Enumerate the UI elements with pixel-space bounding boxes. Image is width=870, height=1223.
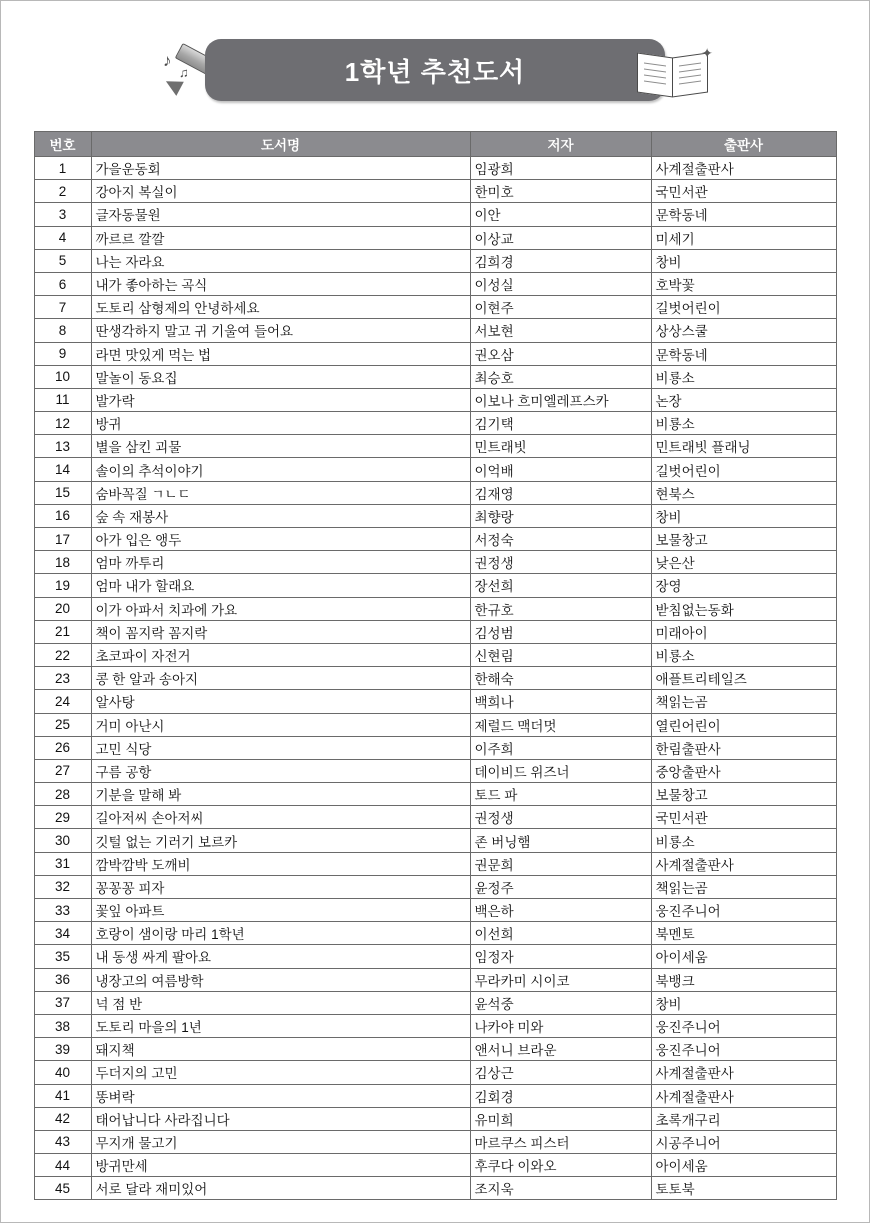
cell-title: 초코파이 자전거 bbox=[91, 643, 470, 666]
cell-no: 45 bbox=[34, 1177, 91, 1200]
cell-no: 32 bbox=[34, 875, 91, 898]
table-row bbox=[34, 875, 836, 898]
cell-no: 30 bbox=[34, 829, 91, 852]
table-row bbox=[34, 342, 836, 365]
table-row bbox=[34, 945, 836, 968]
cell-title: 라면 맛있게 먹는 법 bbox=[91, 342, 470, 365]
cell-publisher: 사계절출판사 bbox=[651, 852, 836, 875]
cell-title: 도토리 마을의 1년 bbox=[91, 1014, 470, 1037]
cell-author: 서보현 bbox=[470, 319, 651, 342]
cell-publisher: 북뱅크 bbox=[651, 968, 836, 991]
table-row bbox=[34, 829, 836, 852]
cell-publisher: 길벗어린이 bbox=[651, 296, 836, 319]
table-row bbox=[34, 504, 836, 527]
table-row bbox=[34, 1177, 836, 1200]
cell-author: 앤서니 브라운 bbox=[470, 1038, 651, 1061]
cell-title: 꽃잎 아파트 bbox=[91, 899, 470, 922]
table-row bbox=[34, 713, 836, 736]
table-row bbox=[34, 528, 836, 551]
cell-title: 내가 좋아하는 곡식 bbox=[91, 272, 470, 295]
cell-title: 냉장고의 여름방학 bbox=[91, 968, 470, 991]
cell-title: 거미 아난시 bbox=[91, 713, 470, 736]
cell-publisher: 사계절출판사 bbox=[651, 1061, 836, 1084]
table-row bbox=[34, 852, 836, 875]
table-row bbox=[34, 319, 836, 342]
cell-no: 11 bbox=[34, 388, 91, 411]
cell-no: 26 bbox=[34, 736, 91, 759]
cell-title: 깜박깜박 도깨비 bbox=[91, 852, 470, 875]
cell-publisher: 길벗어린이 bbox=[651, 458, 836, 481]
cell-title: 꽁꽁꽁 피자 bbox=[91, 875, 470, 898]
cell-publisher: 토토북 bbox=[651, 1177, 836, 1200]
table-row bbox=[34, 481, 836, 504]
cell-publisher: 민트래빗 플래닝 bbox=[651, 435, 836, 458]
cell-title: 도토리 삼형제의 안녕하세요 bbox=[91, 296, 470, 319]
cell-title: 이가 아파서 치과에 가요 bbox=[91, 597, 470, 620]
cell-author: 임광희 bbox=[470, 157, 651, 180]
cell-no: 12 bbox=[34, 412, 91, 435]
cell-publisher: 비룡소 bbox=[651, 829, 836, 852]
cell-no: 28 bbox=[34, 783, 91, 806]
table-row bbox=[34, 759, 836, 782]
cell-publisher: 보물창고 bbox=[651, 783, 836, 806]
cell-author: 무라카미 시이코 bbox=[470, 968, 651, 991]
cell-no: 13 bbox=[34, 435, 91, 458]
cell-author: 제럴드 맥더멋 bbox=[470, 713, 651, 736]
table-row bbox=[34, 806, 836, 829]
cell-publisher: 중앙출판사 bbox=[651, 759, 836, 782]
cell-no: 29 bbox=[34, 806, 91, 829]
cell-publisher: 비룡소 bbox=[651, 412, 836, 435]
cell-author: 최향랑 bbox=[470, 504, 651, 527]
cell-publisher: 국민서관 bbox=[651, 806, 836, 829]
cell-title: 고민 식당 bbox=[91, 736, 470, 759]
cell-title: 별을 삼킨 괴물 bbox=[91, 435, 470, 458]
sparkle-icon: ✦ bbox=[701, 45, 713, 61]
cell-title: 돼지책 bbox=[91, 1038, 470, 1061]
cell-author: 한해숙 bbox=[470, 667, 651, 690]
cell-author: 마르쿠스 피스터 bbox=[470, 1130, 651, 1153]
cell-publisher: 열린어린이 bbox=[651, 713, 836, 736]
cell-no: 1 bbox=[34, 157, 91, 180]
table-row bbox=[34, 272, 836, 295]
cell-no: 3 bbox=[34, 203, 91, 226]
cell-author: 김성범 bbox=[470, 620, 651, 643]
cell-publisher: 호박꽃 bbox=[651, 272, 836, 295]
cell-author: 김회경 bbox=[470, 1084, 651, 1107]
table-row bbox=[34, 1154, 836, 1177]
table-row bbox=[34, 667, 836, 690]
cell-author: 김상근 bbox=[470, 1061, 651, 1084]
cell-title: 아가 입은 앵두 bbox=[91, 528, 470, 551]
table-row bbox=[34, 783, 836, 806]
cell-publisher: 보물창고 bbox=[651, 528, 836, 551]
cell-publisher: 문학동네 bbox=[651, 342, 836, 365]
cell-title: 숨바꼭질 ㄱㄴㄷ bbox=[91, 481, 470, 504]
cell-author: 후쿠다 이와오 bbox=[470, 1154, 651, 1177]
cell-title: 나는 자라요 bbox=[91, 249, 470, 272]
cell-title: 구름 공항 bbox=[91, 759, 470, 782]
cell-author: 권문희 bbox=[470, 852, 651, 875]
cell-no: 22 bbox=[34, 643, 91, 666]
cell-publisher: 받침없는동화 bbox=[651, 597, 836, 620]
table-row bbox=[34, 620, 836, 643]
table-row bbox=[34, 1107, 836, 1130]
cell-author: 권정생 bbox=[470, 551, 651, 574]
cell-no: 43 bbox=[34, 1130, 91, 1153]
cell-no: 10 bbox=[34, 365, 91, 388]
table-row bbox=[34, 597, 836, 620]
cell-publisher: 사계절출판사 bbox=[651, 1084, 836, 1107]
cell-no: 2 bbox=[34, 180, 91, 203]
cell-publisher: 창비 bbox=[651, 504, 836, 527]
cell-no: 35 bbox=[34, 945, 91, 968]
cell-title: 가을운동회 bbox=[91, 157, 470, 180]
cell-author: 백은하 bbox=[470, 899, 651, 922]
cell-title: 발가락 bbox=[91, 388, 470, 411]
cell-title: 책이 꼼지락 꼼지락 bbox=[91, 620, 470, 643]
table-row bbox=[34, 249, 836, 272]
cell-author: 유미희 bbox=[470, 1107, 651, 1130]
cell-author: 나카야 미와 bbox=[470, 1014, 651, 1037]
cell-title: 까르르 깔깔 bbox=[91, 226, 470, 249]
cell-author: 윤석중 bbox=[470, 991, 651, 1014]
cell-no: 39 bbox=[34, 1038, 91, 1061]
cell-author: 윤정주 bbox=[470, 875, 651, 898]
cell-publisher: 아이세움 bbox=[651, 945, 836, 968]
cell-publisher: 비룡소 bbox=[651, 643, 836, 666]
cell-title: 방귀만세 bbox=[91, 1154, 470, 1177]
table-row bbox=[34, 1084, 836, 1107]
table-row bbox=[34, 551, 836, 574]
cell-author: 임정자 bbox=[470, 945, 651, 968]
column-header-no: 번호 bbox=[34, 132, 91, 157]
cell-publisher: 창비 bbox=[651, 991, 836, 1014]
cell-publisher: 웅진주니어 bbox=[651, 899, 836, 922]
cell-author: 권정생 bbox=[470, 806, 651, 829]
recommended-books-table bbox=[34, 131, 837, 1200]
table-row bbox=[34, 1061, 836, 1084]
cell-author: 신현림 bbox=[470, 643, 651, 666]
cell-no: 33 bbox=[34, 899, 91, 922]
table-row bbox=[34, 574, 836, 597]
table-row bbox=[34, 365, 836, 388]
cell-publisher: 애플트리테일즈 bbox=[651, 667, 836, 690]
title-banner bbox=[205, 39, 665, 101]
table-row bbox=[34, 1130, 836, 1153]
cell-title: 길아저씨 손아저씨 bbox=[91, 806, 470, 829]
cell-no: 19 bbox=[34, 574, 91, 597]
table-row bbox=[34, 922, 836, 945]
cell-author: 이상교 bbox=[470, 226, 651, 249]
cell-publisher: 현북스 bbox=[651, 481, 836, 504]
cell-author: 한미호 bbox=[470, 180, 651, 203]
cell-no: 38 bbox=[34, 1014, 91, 1037]
cell-author: 장선희 bbox=[470, 574, 651, 597]
cell-publisher: 상상스쿨 bbox=[651, 319, 836, 342]
cell-title: 넉 점 반 bbox=[91, 991, 470, 1014]
cell-no: 16 bbox=[34, 504, 91, 527]
cell-title: 글자동물원 bbox=[91, 203, 470, 226]
cell-publisher: 문학동네 bbox=[651, 203, 836, 226]
table-row bbox=[34, 296, 836, 319]
cell-author: 백희나 bbox=[470, 690, 651, 713]
cell-no: 23 bbox=[34, 667, 91, 690]
cell-publisher: 논장 bbox=[651, 388, 836, 411]
cell-no: 27 bbox=[34, 759, 91, 782]
table-row bbox=[34, 157, 836, 180]
cell-no: 41 bbox=[34, 1084, 91, 1107]
cell-title: 말놀이 동요집 bbox=[91, 365, 470, 388]
cell-no: 24 bbox=[34, 690, 91, 713]
table-header-row bbox=[34, 132, 836, 157]
cell-title: 두더지의 고민 bbox=[91, 1061, 470, 1084]
table-row bbox=[34, 203, 836, 226]
table-row bbox=[34, 1014, 836, 1037]
cell-no: 9 bbox=[34, 342, 91, 365]
column-header-publisher: 출판사 bbox=[651, 132, 836, 157]
cell-no: 4 bbox=[34, 226, 91, 249]
cell-no: 31 bbox=[34, 852, 91, 875]
cell-title: 똥벼락 bbox=[91, 1084, 470, 1107]
table-row bbox=[34, 643, 836, 666]
page-title: 1학년 추천도서 bbox=[344, 56, 526, 87]
cell-no: 8 bbox=[34, 319, 91, 342]
cell-publisher: 국민서관 bbox=[651, 180, 836, 203]
cell-author: 이선희 bbox=[470, 922, 651, 945]
cell-title: 엄마 까투리 bbox=[91, 551, 470, 574]
cell-publisher: 초록개구리 bbox=[651, 1107, 836, 1130]
table-row bbox=[34, 435, 836, 458]
cell-no: 44 bbox=[34, 1154, 91, 1177]
cell-author: 이현주 bbox=[470, 296, 651, 319]
table-row bbox=[34, 991, 836, 1014]
cell-no: 42 bbox=[34, 1107, 91, 1130]
cell-no: 34 bbox=[34, 922, 91, 945]
cell-author: 이억배 bbox=[470, 458, 651, 481]
cell-publisher: 책읽는곰 bbox=[651, 690, 836, 713]
cell-no: 20 bbox=[34, 597, 91, 620]
cell-publisher: 웅진주니어 bbox=[651, 1014, 836, 1037]
header-banner bbox=[155, 39, 715, 105]
cell-publisher: 미래아이 bbox=[651, 620, 836, 643]
table-row bbox=[34, 226, 836, 249]
cell-no: 36 bbox=[34, 968, 91, 991]
table-row bbox=[34, 458, 836, 481]
cell-author: 존 버닝햄 bbox=[470, 829, 651, 852]
cell-no: 6 bbox=[34, 272, 91, 295]
cell-no: 17 bbox=[34, 528, 91, 551]
cell-title: 솔이의 추석이야기 bbox=[91, 458, 470, 481]
cell-author: 김기택 bbox=[470, 412, 651, 435]
cell-author: 이안 bbox=[470, 203, 651, 226]
table-row bbox=[34, 1038, 836, 1061]
cell-no: 21 bbox=[34, 620, 91, 643]
cell-publisher: 북멘토 bbox=[651, 922, 836, 945]
table-row bbox=[34, 736, 836, 759]
cell-title: 방귀 bbox=[91, 412, 470, 435]
cell-no: 18 bbox=[34, 551, 91, 574]
table-row bbox=[34, 180, 836, 203]
cell-title: 호랑이 샘이랑 마리 1학년 bbox=[91, 922, 470, 945]
cell-author: 이보나 흐미엘레프스카 bbox=[470, 388, 651, 411]
cell-publisher: 낮은산 bbox=[651, 551, 836, 574]
cell-publisher: 장영 bbox=[651, 574, 836, 597]
cell-author: 최승호 bbox=[470, 365, 651, 388]
cell-no: 37 bbox=[34, 991, 91, 1014]
cell-title: 엄마 내가 할래요 bbox=[91, 574, 470, 597]
cell-title: 기분을 말해 봐 bbox=[91, 783, 470, 806]
cell-no: 25 bbox=[34, 713, 91, 736]
cell-publisher: 사계절출판사 bbox=[651, 157, 836, 180]
cell-author: 서정숙 bbox=[470, 528, 651, 551]
table-row bbox=[34, 899, 836, 922]
cell-author: 권오삼 bbox=[470, 342, 651, 365]
cell-title: 숲 속 재봉사 bbox=[91, 504, 470, 527]
cell-title: 콩 한 알과 송아지 bbox=[91, 667, 470, 690]
cell-publisher: 책읽는곰 bbox=[651, 875, 836, 898]
cell-no: 14 bbox=[34, 458, 91, 481]
cell-title: 딴생각하지 말고 귀 기울여 들어요 bbox=[91, 319, 470, 342]
cell-title: 내 동생 싸게 팔아요 bbox=[91, 945, 470, 968]
cell-author: 이주희 bbox=[470, 736, 651, 759]
cell-author: 민트래빗 bbox=[470, 435, 651, 458]
cell-publisher: 비룡소 bbox=[651, 365, 836, 388]
cell-title: 무지개 물고기 bbox=[91, 1130, 470, 1153]
cell-author: 데이비드 위즈너 bbox=[470, 759, 651, 782]
cell-no: 15 bbox=[34, 481, 91, 504]
open-book-icon bbox=[633, 45, 715, 99]
music-note-icon: ♪ ♫ bbox=[163, 51, 189, 80]
cell-publisher: 미세기 bbox=[651, 226, 836, 249]
cell-title: 알사탕 bbox=[91, 690, 470, 713]
cell-title: 태어납니다 사라집니다 bbox=[91, 1107, 470, 1130]
cell-no: 5 bbox=[34, 249, 91, 272]
table-row bbox=[34, 968, 836, 991]
column-header-title: 도서명 bbox=[91, 132, 470, 157]
cell-author: 김희경 bbox=[470, 249, 651, 272]
cell-no: 40 bbox=[34, 1061, 91, 1084]
cell-author: 조지욱 bbox=[470, 1177, 651, 1200]
cell-author: 이성실 bbox=[470, 272, 651, 295]
table-row bbox=[34, 690, 836, 713]
table-row bbox=[34, 412, 836, 435]
cell-title: 강아지 복실이 bbox=[91, 180, 470, 203]
cell-publisher: 한림출판사 bbox=[651, 736, 836, 759]
cell-author: 토드 파 bbox=[470, 783, 651, 806]
cell-title: 깃털 없는 기러기 보르카 bbox=[91, 829, 470, 852]
cell-no: 7 bbox=[34, 296, 91, 319]
cell-title: 서로 달라 재미있어 bbox=[91, 1177, 470, 1200]
cell-author: 김재영 bbox=[470, 481, 651, 504]
table-row bbox=[34, 388, 836, 411]
column-header-author: 저자 bbox=[470, 132, 651, 157]
cell-publisher: 시공주니어 bbox=[651, 1130, 836, 1153]
cell-author: 한규호 bbox=[470, 597, 651, 620]
cell-publisher: 아이세움 bbox=[651, 1154, 836, 1177]
cell-publisher: 창비 bbox=[651, 249, 836, 272]
cell-publisher: 웅진주니어 bbox=[651, 1038, 836, 1061]
